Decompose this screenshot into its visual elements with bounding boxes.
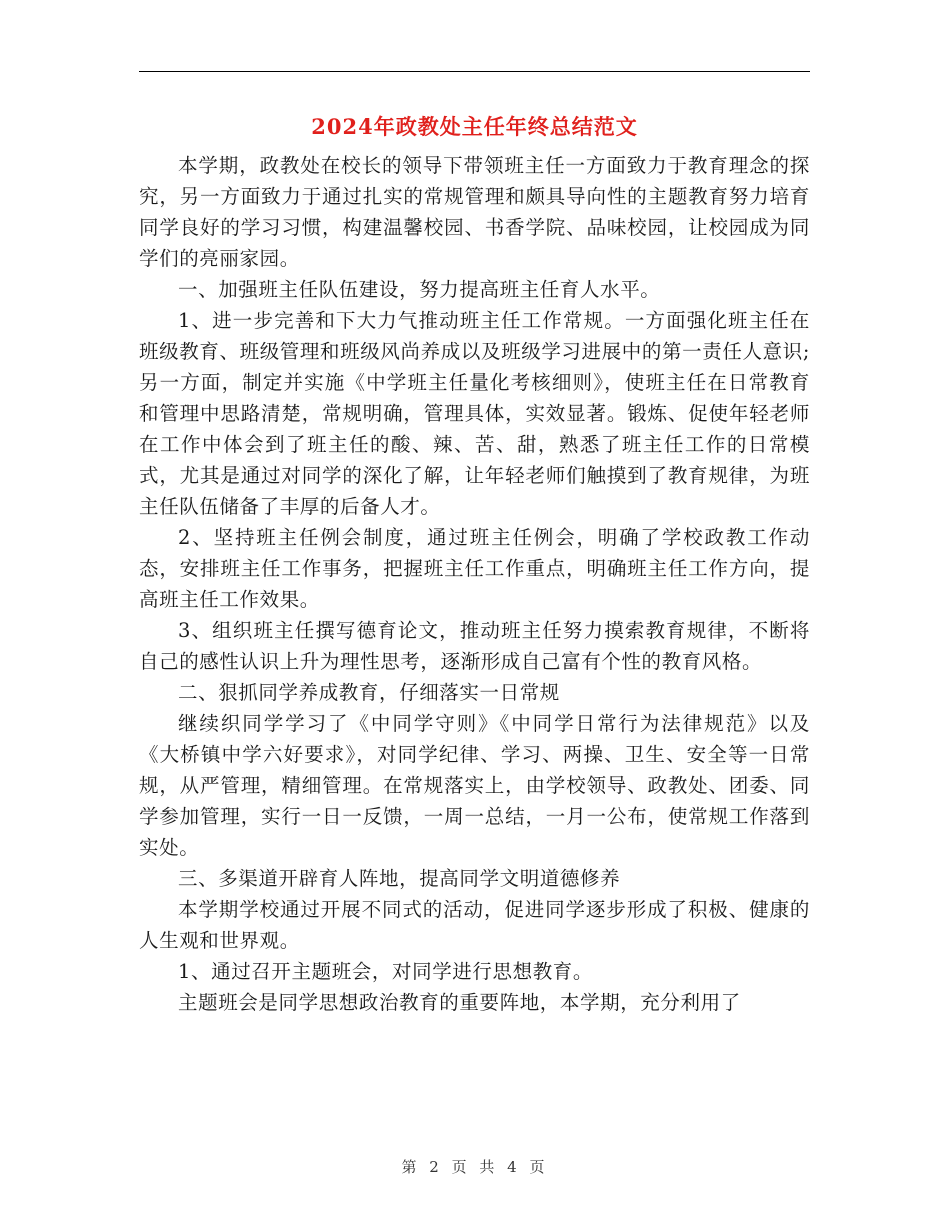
- section-heading-2: 二、狠抓同学养成教育，仔细落实一日常规: [178, 681, 560, 704]
- paragraph-3: 本学期学校通过开展不同式的活动，促进同学逐步形成了积极、健康的人生观和世界观。: [139, 898, 810, 952]
- section-heading-1: 一、加强班主任队伍建设，努力提高班主任育人水平。: [178, 278, 661, 301]
- document-title: 2024年政教处主任年终总结范文: [311, 114, 638, 139]
- paragraph-1-3: 3、组织班主任撰写德育论文，推动班主任努力摸索教育规律，不断将自己的感性认识上升为理性思考，逐渐形成自己富有个性的教育风格。: [139, 619, 810, 673]
- section-heading-3: 三、多渠道开辟育人阵地，提高同学文明道德修养: [178, 867, 621, 890]
- paragraph-2: 继续织同学学习了《中同学守则》《中同学日常行为法律规范》以及《大桥镇中学六好要求》，对同学纪律、学习、两操、卫生、安全等一日常规，从严管理，精细管理。在常规落实上，由学校领导、政教处、团委、同学参加管理，实行一日一反馈，一周一总结，一月一公布，使常规工作落到实处。: [139, 712, 810, 859]
- paragraph-1-1: 1、进一步完善和下大力气推动班主任工作常规。一方面强化班主任在班级教育、班级管理和班级风尚养成以及班级学习进展中的第一责任人意识;另一方面，制定并实施《中学班主任量化考核细则》，使班主任在日常教育和管理中思路清楚，常规明确，管理具体，实效显著。锻炼、促使年轻老师在工作中体会到了班主任的酸、辣、苦、甜，熟悉了班主任工作的日常模式，尤其是通过对同学的深化了解，让年轻老师们触摸到了教育规律，为班主任队伍储备了丰厚的后备人才。: [139, 309, 810, 518]
- paragraph-3-1: 1、通过召开主题班会，对同学进行思想教育。: [178, 960, 594, 983]
- page-number: 第 2 页 共 4 页: [401, 1158, 549, 1176]
- header-rule: [139, 71, 810, 72]
- document-body: [139, 150, 810, 1018]
- paragraph-3-1-text: 主题班会是同学思想政治教育的重要阵地，本学期，充分利用了: [178, 991, 741, 1014]
- paragraph-1-2: 2、坚持班主任例会制度，通过班主任例会，明确了学校政教工作动态，安排班主任工作事务，把握班主任工作重点，明确班主任工作方向，提高班主任工作效果。: [139, 526, 810, 611]
- paragraph-intro: 本学期，政教处在校长的领导下带领班主任一方面致力于教育理念的探究，另一方面致力于通过扎实的常规管理和颇具导向性的主题教育努力培育同学良好的学习习惯，构建温馨校园、书香学院、品味校园，让校园成为同学们的亮丽家园。: [139, 154, 810, 270]
